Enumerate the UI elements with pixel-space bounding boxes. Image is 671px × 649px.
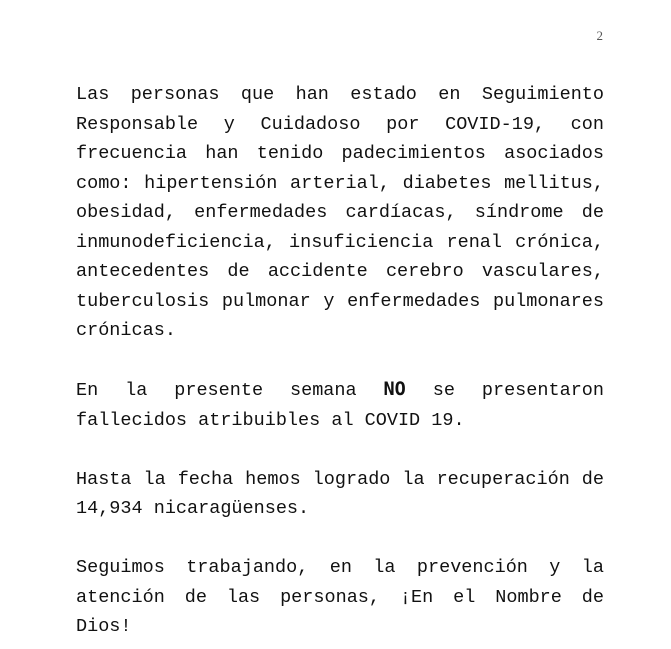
paragraph-deaths [76, 375, 604, 435]
paragraph-comorbidities: Las personas que han estado en Seguimiento Responsable y Cuidadoso por COVID-19, con frecuencia han tenido padecimientos asociados como: hipertensión arterial, diabetes mellitus, obesidad, enfermedades cardíacas, síndrome de inmunodeficiencia, insuficiencia renal crónica, antecedentes de accidente cerebro vasculares, tuberculosis pulmonar y enfermedades pulmonares crónicas. [76, 84, 604, 341]
emphasis-no: NO [383, 379, 406, 400]
page-number: 2 [596, 28, 603, 43]
document-body [76, 80, 604, 642]
paragraph-deaths-before: En la presente semana [76, 380, 384, 401]
paragraph-deaths-after: se presentaron fallecidos atribuibles al COVID 19. [76, 380, 605, 431]
paragraph-recoveries: Hasta la fecha hemos logrado la recuperación de 14,934 nicaragüenses. [76, 468, 604, 519]
paragraph-closing: Seguimos trabajando, en la prevención y la atención de las personas, ¡En el Nombre de Dios! [76, 557, 604, 637]
